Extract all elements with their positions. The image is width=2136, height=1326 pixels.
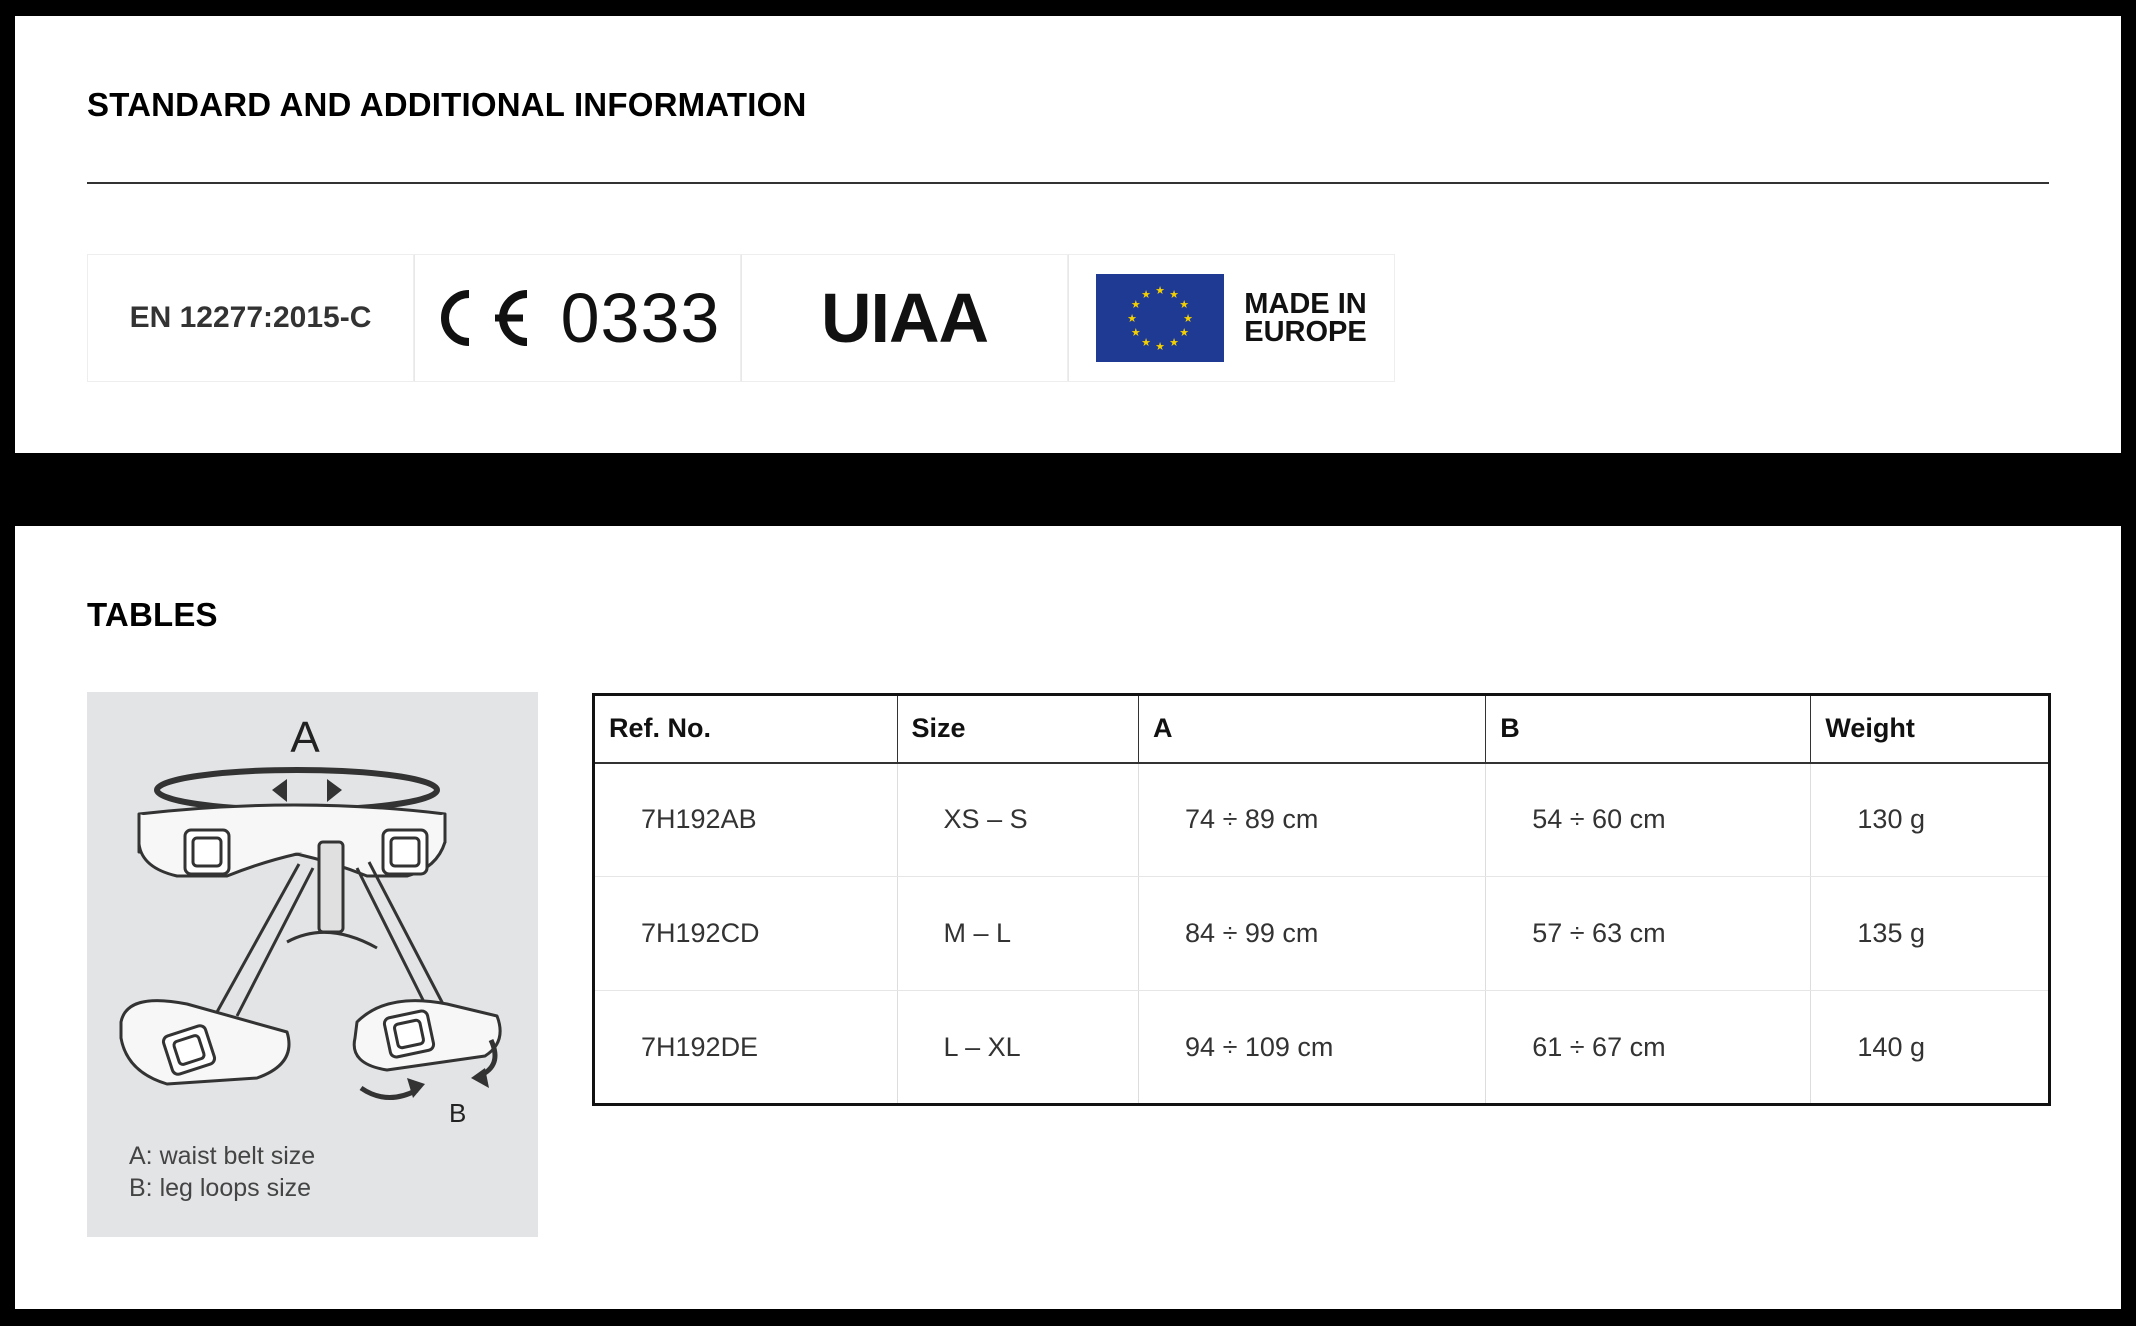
cell-b: 57 ÷ 63 cm <box>1486 877 1811 991</box>
cell-ref-no: 7H192AB <box>594 763 898 877</box>
table-row <box>594 877 2050 991</box>
made-in-label: MADE IN <box>1244 288 1367 320</box>
cell-b: 54 ÷ 60 cm <box>1486 763 1811 877</box>
table-header-row <box>594 695 2050 763</box>
column-header-size: Size <box>897 695 1138 763</box>
ce-mark-icon <box>435 288 541 348</box>
cell-size: M – L <box>897 877 1138 991</box>
eu-star-icon: ★ <box>1127 313 1138 325</box>
cell-a: 84 ÷ 99 cm <box>1139 877 1486 991</box>
tables-title: TABLES <box>87 596 218 633</box>
eu-star-icon: ★ <box>1131 327 1141 339</box>
cell-a: 94 ÷ 109 cm <box>1139 991 1486 1105</box>
uiaa-label: UIAA <box>820 279 989 357</box>
eu-star-icon: ★ <box>1179 327 1190 339</box>
diagram-caption <box>129 1140 315 1204</box>
cell-a: 74 ÷ 89 cm <box>1139 763 1486 877</box>
ce-notified-body-number: 0333 <box>560 279 721 357</box>
cell-weight: 130 g <box>1811 763 2050 877</box>
eu-star-icon: ★ <box>1141 288 1152 301</box>
eu-star-icon: ★ <box>1155 341 1166 353</box>
uiaa-badge <box>741 254 1068 382</box>
size-table <box>592 693 2051 1106</box>
label-b: B <box>449 1098 467 1128</box>
made-in-europe-badge <box>1068 254 1395 382</box>
column-header-ref-no: Ref. No. <box>594 695 898 763</box>
eu-star-icon: ★ <box>1183 313 1194 325</box>
harness-illustration <box>87 692 538 1132</box>
cell-ref-no: 7H192CD <box>594 877 898 991</box>
en-norm-badge <box>87 254 414 382</box>
ce-badge <box>414 254 741 382</box>
cell-weight: 135 g <box>1811 877 2050 991</box>
cell-size: XS – S <box>897 763 1138 877</box>
eu-star-icon: ★ <box>1169 337 1180 350</box>
tables-section <box>15 526 2121 1309</box>
standards-title: STANDARD AND ADDITIONAL INFORMATION <box>87 86 807 123</box>
caption-waist-belt: A: waist belt size <box>129 1142 316 1170</box>
cell-weight: 140 g <box>1857 1031 1925 1062</box>
eu-flag-icon <box>1096 274 1224 362</box>
column-header-a: A <box>1139 695 1486 763</box>
standards-section <box>15 16 2121 453</box>
en-norm-label: EN 12277:2015-C <box>129 301 372 334</box>
cell-size: L – XL <box>897 991 1138 1105</box>
certification-row <box>87 254 1395 382</box>
eu-star-icon: ★ <box>1179 299 1190 311</box>
eu-star-icon: ★ <box>1169 288 1180 301</box>
eu-star-icon: ★ <box>1131 299 1141 311</box>
eu-star-icon: ★ <box>1155 285 1166 297</box>
eu-star-icon: ★ <box>1141 337 1152 350</box>
cell-b: 61 ÷ 67 cm <box>1486 991 1811 1105</box>
table-row <box>594 763 2050 877</box>
europe-label: EUROPE <box>1244 316 1367 348</box>
divider <box>87 182 2049 184</box>
table-row <box>594 991 2050 1105</box>
caption-leg-loops: B: leg loops size <box>129 1174 312 1202</box>
cell-ref-no: 7H192DE <box>594 991 898 1105</box>
label-a: A <box>290 713 320 762</box>
harness-size-diagram <box>87 692 538 1237</box>
column-header-weight: Weight <box>1811 695 2050 763</box>
column-header-b: B <box>1486 695 1811 763</box>
